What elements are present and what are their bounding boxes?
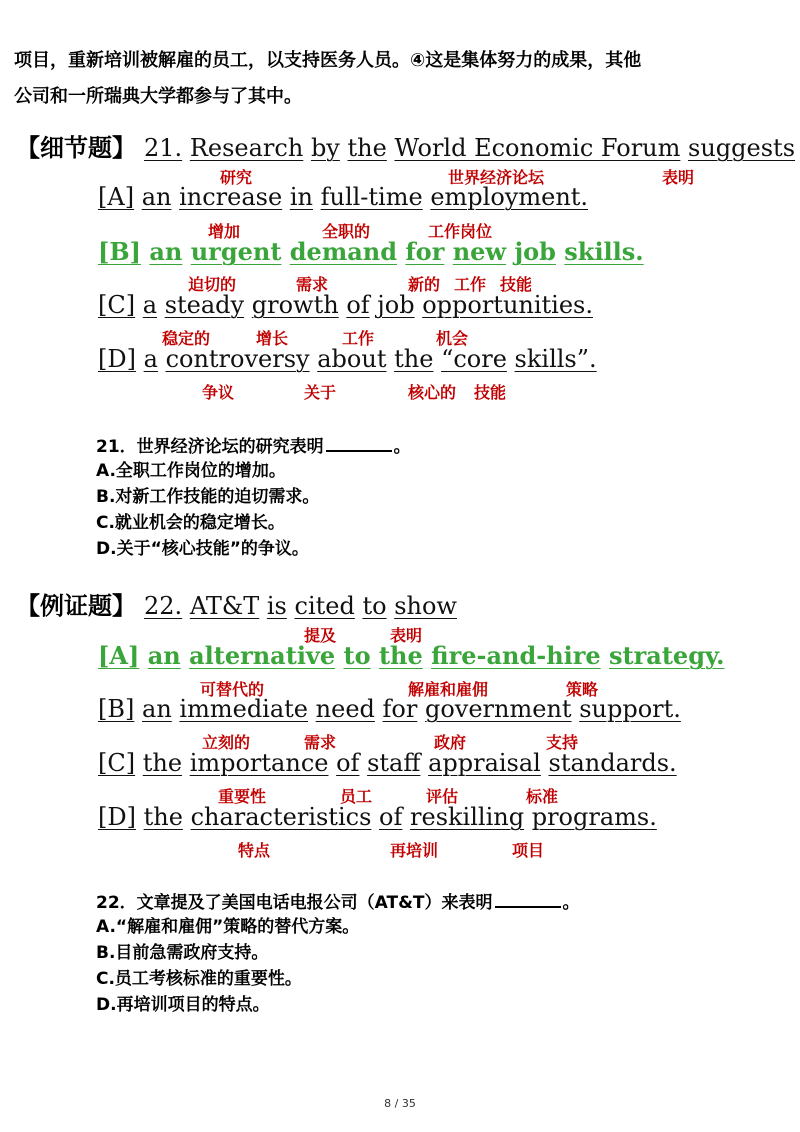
q21-cn-option-a: A.全职工作岗位的增加。 [96,461,286,481]
stem-word: to [362,592,387,620]
option-word: demand [289,237,397,266]
q21-cn-option-b: B.对新工作技能的迫切需求。 [96,487,320,507]
gloss: 策略 [566,680,599,699]
q22-option-c [98,749,677,777]
option-word: immediate [179,695,309,723]
gloss: 工作 [454,275,487,294]
intro-line-1: 项目，重新培训被解雇的员工，以支持医务人员。④这是集体努力的成果，其他 [14,50,642,71]
gloss: 工作岗位 [428,222,493,241]
gloss: 支持 [546,733,579,752]
option-word: reskilling [410,803,525,831]
option-word: employment. [430,183,589,211]
gloss: 稳定的 [162,329,211,348]
option-word: government [424,695,572,723]
gloss: 特点 [238,841,271,860]
gloss: 表明 [662,168,695,187]
gloss: 关于 [304,383,337,402]
option-word: [D] [98,803,136,831]
gloss: 技能 [474,383,507,402]
gloss: 争议 [202,383,235,402]
stem-word: is [266,592,287,620]
q21-cn-question [96,432,411,460]
q21-stem [16,128,795,162]
option-word: staff [367,749,421,777]
gloss: 核心的 [408,383,457,402]
q21-cn-option-d: D.关于“核心技能”的争议。 [96,539,309,559]
answer-blank [326,432,392,452]
gloss: 世界经济论坛 [448,168,545,187]
option-word: the [378,641,423,670]
cn-question-end: 。 [393,437,411,457]
stem-word: Research [189,134,304,162]
option-word: of [346,291,370,319]
gloss: 政府 [434,733,467,752]
option-word: of [336,749,360,777]
intro-line-2: 公司和一所瑞典大学都参与了其中。 [14,86,302,107]
option-word: [A] [98,641,140,670]
option-word: a [142,291,158,319]
option-word: in [289,183,313,211]
gloss: 增加 [208,222,241,241]
option-word: skills”. [514,345,597,373]
gloss: 需求 [296,275,329,294]
option-word: [A] [98,183,135,211]
option-word: growth [251,291,339,319]
option-word: [B] [98,695,135,723]
option-word: controversy [165,345,310,373]
gloss: 迫切的 [188,275,237,294]
q22-cn-option-d: D.再培训项目的特点。 [96,995,270,1015]
gloss: 全职的 [322,222,371,241]
option-word: programs. [531,803,657,831]
option-word: “core [441,345,507,373]
q22-cn-question [96,888,580,916]
option-word: [C] [98,291,136,319]
gloss: 提及 [304,626,337,645]
q22-stem [16,586,457,620]
option-word: standards. [548,749,677,777]
gloss: 新的 [408,275,441,294]
gloss: 再培训 [390,841,439,860]
q21-option-d [98,345,597,373]
option-word: [B] [98,237,141,266]
q22-option-d [98,803,657,831]
option-word: of [379,803,403,831]
option-word: support. [579,695,681,723]
option-word: characteristics [190,803,372,831]
option-word: opportunities. [422,291,594,319]
gloss: 评估 [426,787,459,806]
gloss: 可替代的 [200,680,265,699]
gloss: 标准 [526,787,559,806]
option-word: the [394,345,434,373]
option-word: urgent [190,237,282,266]
cn-question-end: 。 [562,893,580,913]
gloss: 增长 [256,329,289,348]
gloss: 需求 [304,733,337,752]
q22-cn-option-a: A.“解雇和雇佣”策略的替代方案。 [96,917,360,937]
stem-word: 21. [144,134,183,162]
stem-word: suggests [688,134,796,162]
option-word: the [143,803,183,831]
option-word: importance [189,749,329,777]
stem-word: cited [294,592,355,620]
option-word: for [382,695,418,723]
q22-option-b [98,695,681,723]
stem-word: the [347,134,387,162]
q22-cn-option-c: C.员工考核标准的重要性。 [96,969,302,989]
option-word: [C] [98,749,136,777]
option-word: steady [164,291,245,319]
stem-word: AT&T [189,592,260,620]
gloss: 工作 [342,329,375,348]
option-word: [D] [98,345,136,373]
stem-word: show [394,592,457,620]
answer-blank [495,888,561,908]
option-word: to [343,641,371,670]
q21-option-c [98,291,593,319]
stem-word: World Economic Forum [394,134,681,162]
option-word: need [315,695,375,723]
gloss: 项目 [512,841,545,860]
q22-option-a-correct [98,641,725,670]
option-word: strategy. [609,641,725,670]
gloss: 解雇和雇佣 [408,680,489,699]
option-word: the [142,749,183,777]
stem-word: by [310,134,340,162]
gloss: 技能 [500,275,533,294]
option-word: about [317,345,387,373]
gloss: 研究 [220,168,253,187]
option-word: alternative [189,641,336,670]
option-word: increase [179,183,283,211]
option-word: appraisal [428,749,541,777]
option-word: for [405,237,445,266]
q21-cn-option-c: C.就业机会的稳定增长。 [96,513,285,533]
option-word: job [514,237,556,266]
question-type-tag: 【细节题】 [16,134,136,162]
option-word: an [141,183,172,211]
option-word: an [147,641,181,670]
stem-word: 22. [144,592,183,620]
option-word: an [142,695,172,723]
option-word: job [377,291,415,319]
option-word: skills. [564,237,644,266]
gloss: 重要性 [218,787,267,806]
cn-question-text: 22．文章提及了美国电话电报公司（AT&T）来表明 [96,893,493,913]
page-number: 8 / 35 [384,1097,416,1110]
q21-option-b-correct [98,237,644,266]
gloss: 员工 [340,787,373,806]
option-word: full-time [320,183,423,211]
gloss: 立刻的 [202,733,251,752]
option-word: new [452,237,507,266]
q22-cn-option-b: B.目前急需政府支持。 [96,943,269,963]
gloss: 机会 [436,329,469,348]
gloss: 表明 [390,626,423,645]
question-type-tag: 【例证题】 [16,592,136,620]
cn-question-text: 21．世界经济论坛的研究表明 [96,437,324,457]
option-word: fire-and-hire [431,641,601,670]
option-word: a [143,345,158,373]
q21-option-a [98,183,588,211]
option-word: an [149,237,183,266]
